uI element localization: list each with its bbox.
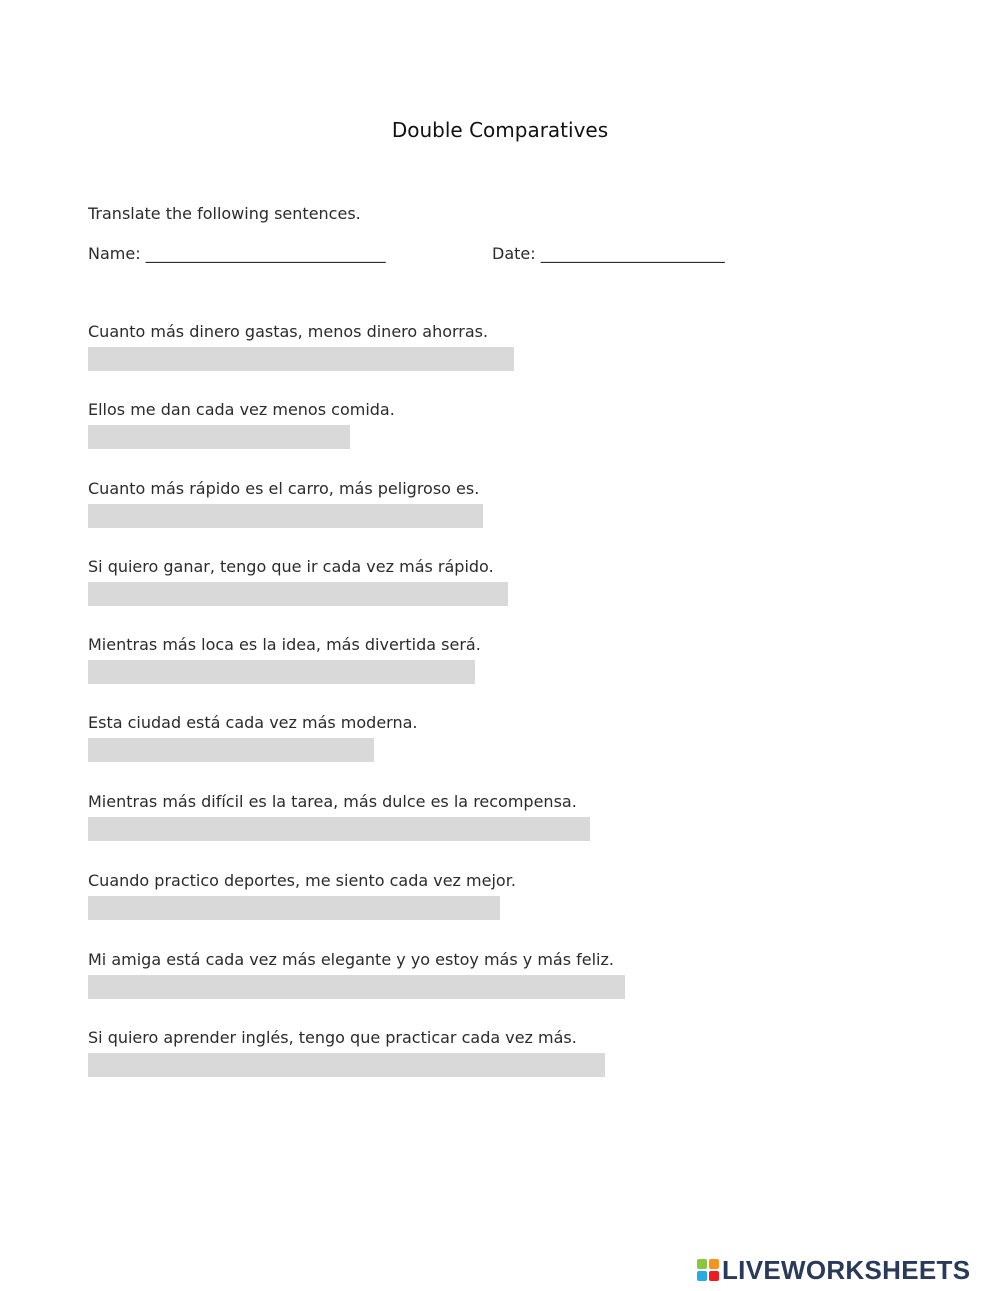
answer-input[interactable] (88, 347, 514, 371)
question-text: Ellos me dan cada vez menos comida. (88, 400, 395, 419)
exercise-10 (88, 1028, 605, 1077)
exercise-1 (88, 322, 514, 371)
answer-box[interactable] (88, 1053, 605, 1077)
answer-input[interactable] (88, 660, 475, 684)
answer-box[interactable] (88, 347, 514, 371)
answer-box[interactable] (88, 975, 625, 999)
answer-box[interactable] (88, 817, 590, 841)
question-text: Si quiero ganar, tengo que ir cada vez más rápido. (88, 557, 494, 576)
exercise-8 (88, 871, 516, 920)
logo-square (709, 1271, 719, 1281)
exercise-2 (88, 400, 395, 449)
question-text: Cuanto más dinero gastas, menos dinero ahorras. (88, 322, 489, 341)
answer-box[interactable] (88, 896, 500, 920)
logo-square (709, 1259, 719, 1269)
logo-square (697, 1271, 707, 1281)
worksheet-title: Double Comparatives (391, 118, 609, 142)
date-label: Date: _______________________ (492, 244, 725, 263)
answer-input[interactable] (88, 896, 500, 920)
answer-input[interactable] (88, 975, 625, 999)
exercise-6 (88, 713, 418, 762)
answer-input[interactable] (88, 738, 374, 762)
answer-input[interactable] (88, 504, 483, 528)
answer-input[interactable] (88, 817, 590, 841)
question-text: Mientras más difícil es la tarea, más dulce es la recompensa. (88, 792, 577, 811)
liveworksheets-logo-icon (697, 1259, 719, 1281)
answer-input[interactable] (88, 582, 508, 606)
answer-box[interactable] (88, 660, 475, 684)
exercise-5 (88, 635, 481, 684)
exercise-7 (88, 792, 590, 841)
question-text: Mientras más loca es la idea, más divertida será. (88, 635, 481, 654)
exercise-3 (88, 479, 483, 528)
question-text: Si quiero aprender inglés, tengo que practicar cada vez más. (88, 1028, 577, 1047)
answer-box[interactable] (88, 738, 374, 762)
question-text: Cuanto más rápido es el carro, más peligroso es. (88, 479, 480, 498)
question-text: Mi amiga está cada vez más elegante y yo estoy más y más feliz. (88, 950, 614, 969)
answer-box[interactable] (88, 582, 508, 606)
logo-text: LIVEWORKSHEETS (722, 1254, 971, 1285)
name-label: Name: ______________________________ (88, 244, 386, 263)
question-text: Esta ciudad está cada vez más moderna. (88, 713, 418, 732)
question-text: Cuando practico deportes, me siento cada vez mejor. (88, 871, 516, 890)
logo-square (697, 1259, 707, 1269)
answer-input[interactable] (88, 425, 350, 449)
answer-input[interactable] (88, 1053, 605, 1077)
liveworksheets-logo (697, 1255, 970, 1285)
answer-box[interactable] (88, 504, 483, 528)
exercise-4 (88, 557, 508, 606)
exercise-9 (88, 950, 625, 999)
instruction-text: Translate the following sentences. (88, 204, 361, 223)
answer-box[interactable] (88, 425, 350, 449)
